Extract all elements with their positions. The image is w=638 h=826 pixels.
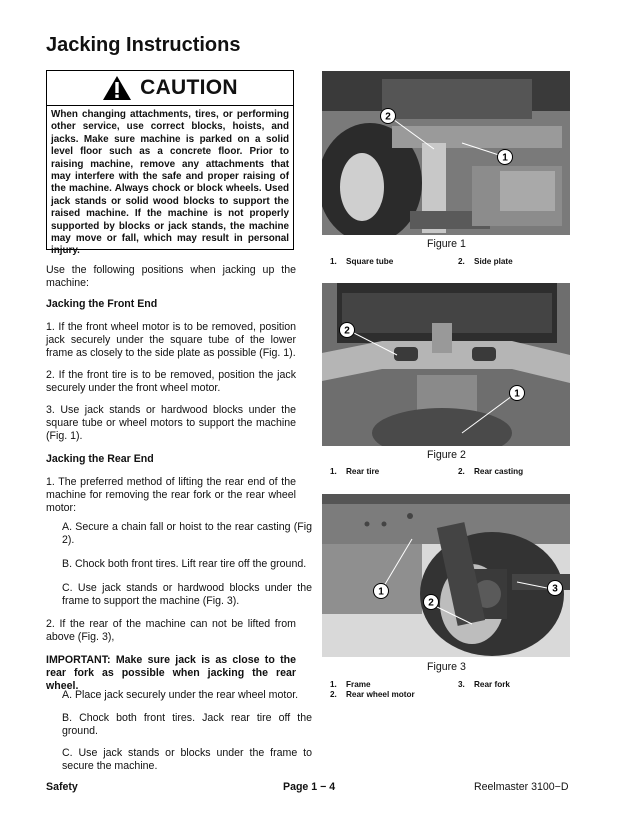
footer-section: Safety [46,781,78,793]
svg-text:3: 3 [552,583,558,595]
svg-text:1: 1 [378,586,384,598]
front-step-2: 2. If the front tire is to be removed, position the jack securely under the front wheel motor. [46,369,296,395]
warning-triangle-icon [102,75,132,101]
svg-text:1: 1 [514,388,520,400]
figure-3-legend-item-2: 2. Rear wheel motor [330,690,415,699]
rear-step-2a: A. Place jack securely under the rear wheel motor. [62,689,299,701]
caution-header [47,71,293,106]
rear-step-2c: C. Use jack stands or blocks under the frame to secure the machine. [62,747,312,773]
figure-2-photo [322,283,570,446]
figure-3-caption: Figure 3 [427,661,466,673]
figure-2-legend-item-1: 1. Rear tire [330,467,380,476]
figure-3-photo [322,494,570,657]
figure-2-caption: Figure 2 [427,449,466,461]
caution-box [46,70,294,257]
svg-text:2: 2 [385,111,391,123]
footer-product-name: Reelmaster 3100−D [474,781,569,793]
intro-paragraph: Use the following positions when jacking up the machine: [46,264,296,290]
front-step-1: 1. If the front wheel motor is to be removed, position jack securely under the square tube of the lower frame as closely to the side plate as possible (Fig. 1). [46,321,296,360]
figure-2-legend-item-2: 2. Rear casting [458,467,524,476]
footer-page-number: Page 1 − 4 [283,781,336,793]
svg-text:1: 1 [502,152,508,164]
rear-end-heading: Jacking the Rear End [46,453,154,465]
caution-text: When changing attachments, tires, or performing other service, use correct blocks, hoists, and jacks. Make sure machine is parked on a solid level floor such as a concrete floor. Prior to raising machine, remove any attachments that may interfere with the safe and proper raising of the machine. Always chock or block wheels. Used jack stands or solid wood blocks to support the raised machine. If the machine is not properly supported by blocks or jack stands, the machine may move or fall, which may result in personal injury. [51,109,289,257]
rear-step-1b: B. Chock both front tires. Lift rear tire off the ground. [62,558,307,570]
figure-1-legend-item-2: 2. Side plate [458,257,513,266]
rear-step-1c: C. Use jack stands or hardwood blocks under the frame to support the machine (Fig. 3). [62,582,312,608]
svg-text:2: 2 [428,597,434,609]
svg-text:2: 2 [344,325,350,337]
rear-step-1: 1. The preferred method of lifting the rear end of the machine for removing the rear fork or the rear wheel motor: [46,476,296,515]
page-title: Jacking Instructions [46,34,241,56]
front-step-3: 3. Use jack stands or hardwood blocks under the square tube or wheel motors to support the machine (Fig. 1). [46,404,296,443]
figure-1-photo [322,71,570,235]
figure-1-caption: Figure 1 [427,238,466,250]
figure-3-legend-item-1: 1. Frame [330,680,371,689]
rear-step-1a: A. Secure a chain fall or hoist to the rear casting (Fig 2). [62,521,312,547]
caution-heading: CAUTION [140,76,238,99]
figure-1-legend-item-1: 1. Square tube [330,257,394,266]
figure-3-legend-item-3: 3. Rear fork [458,680,510,689]
rear-step-2b: B. Chock both front tires. Jack rear tire off the ground. [62,712,312,738]
rear-step-2: 2. If the rear of the machine can not be lifted from above (Fig. 3), [46,618,296,644]
important-note: IMPORTANT: Make sure jack is as close to the rear fork as possible when jacking the rear wheel. [46,654,296,693]
front-end-heading: Jacking the Front End [46,298,158,310]
